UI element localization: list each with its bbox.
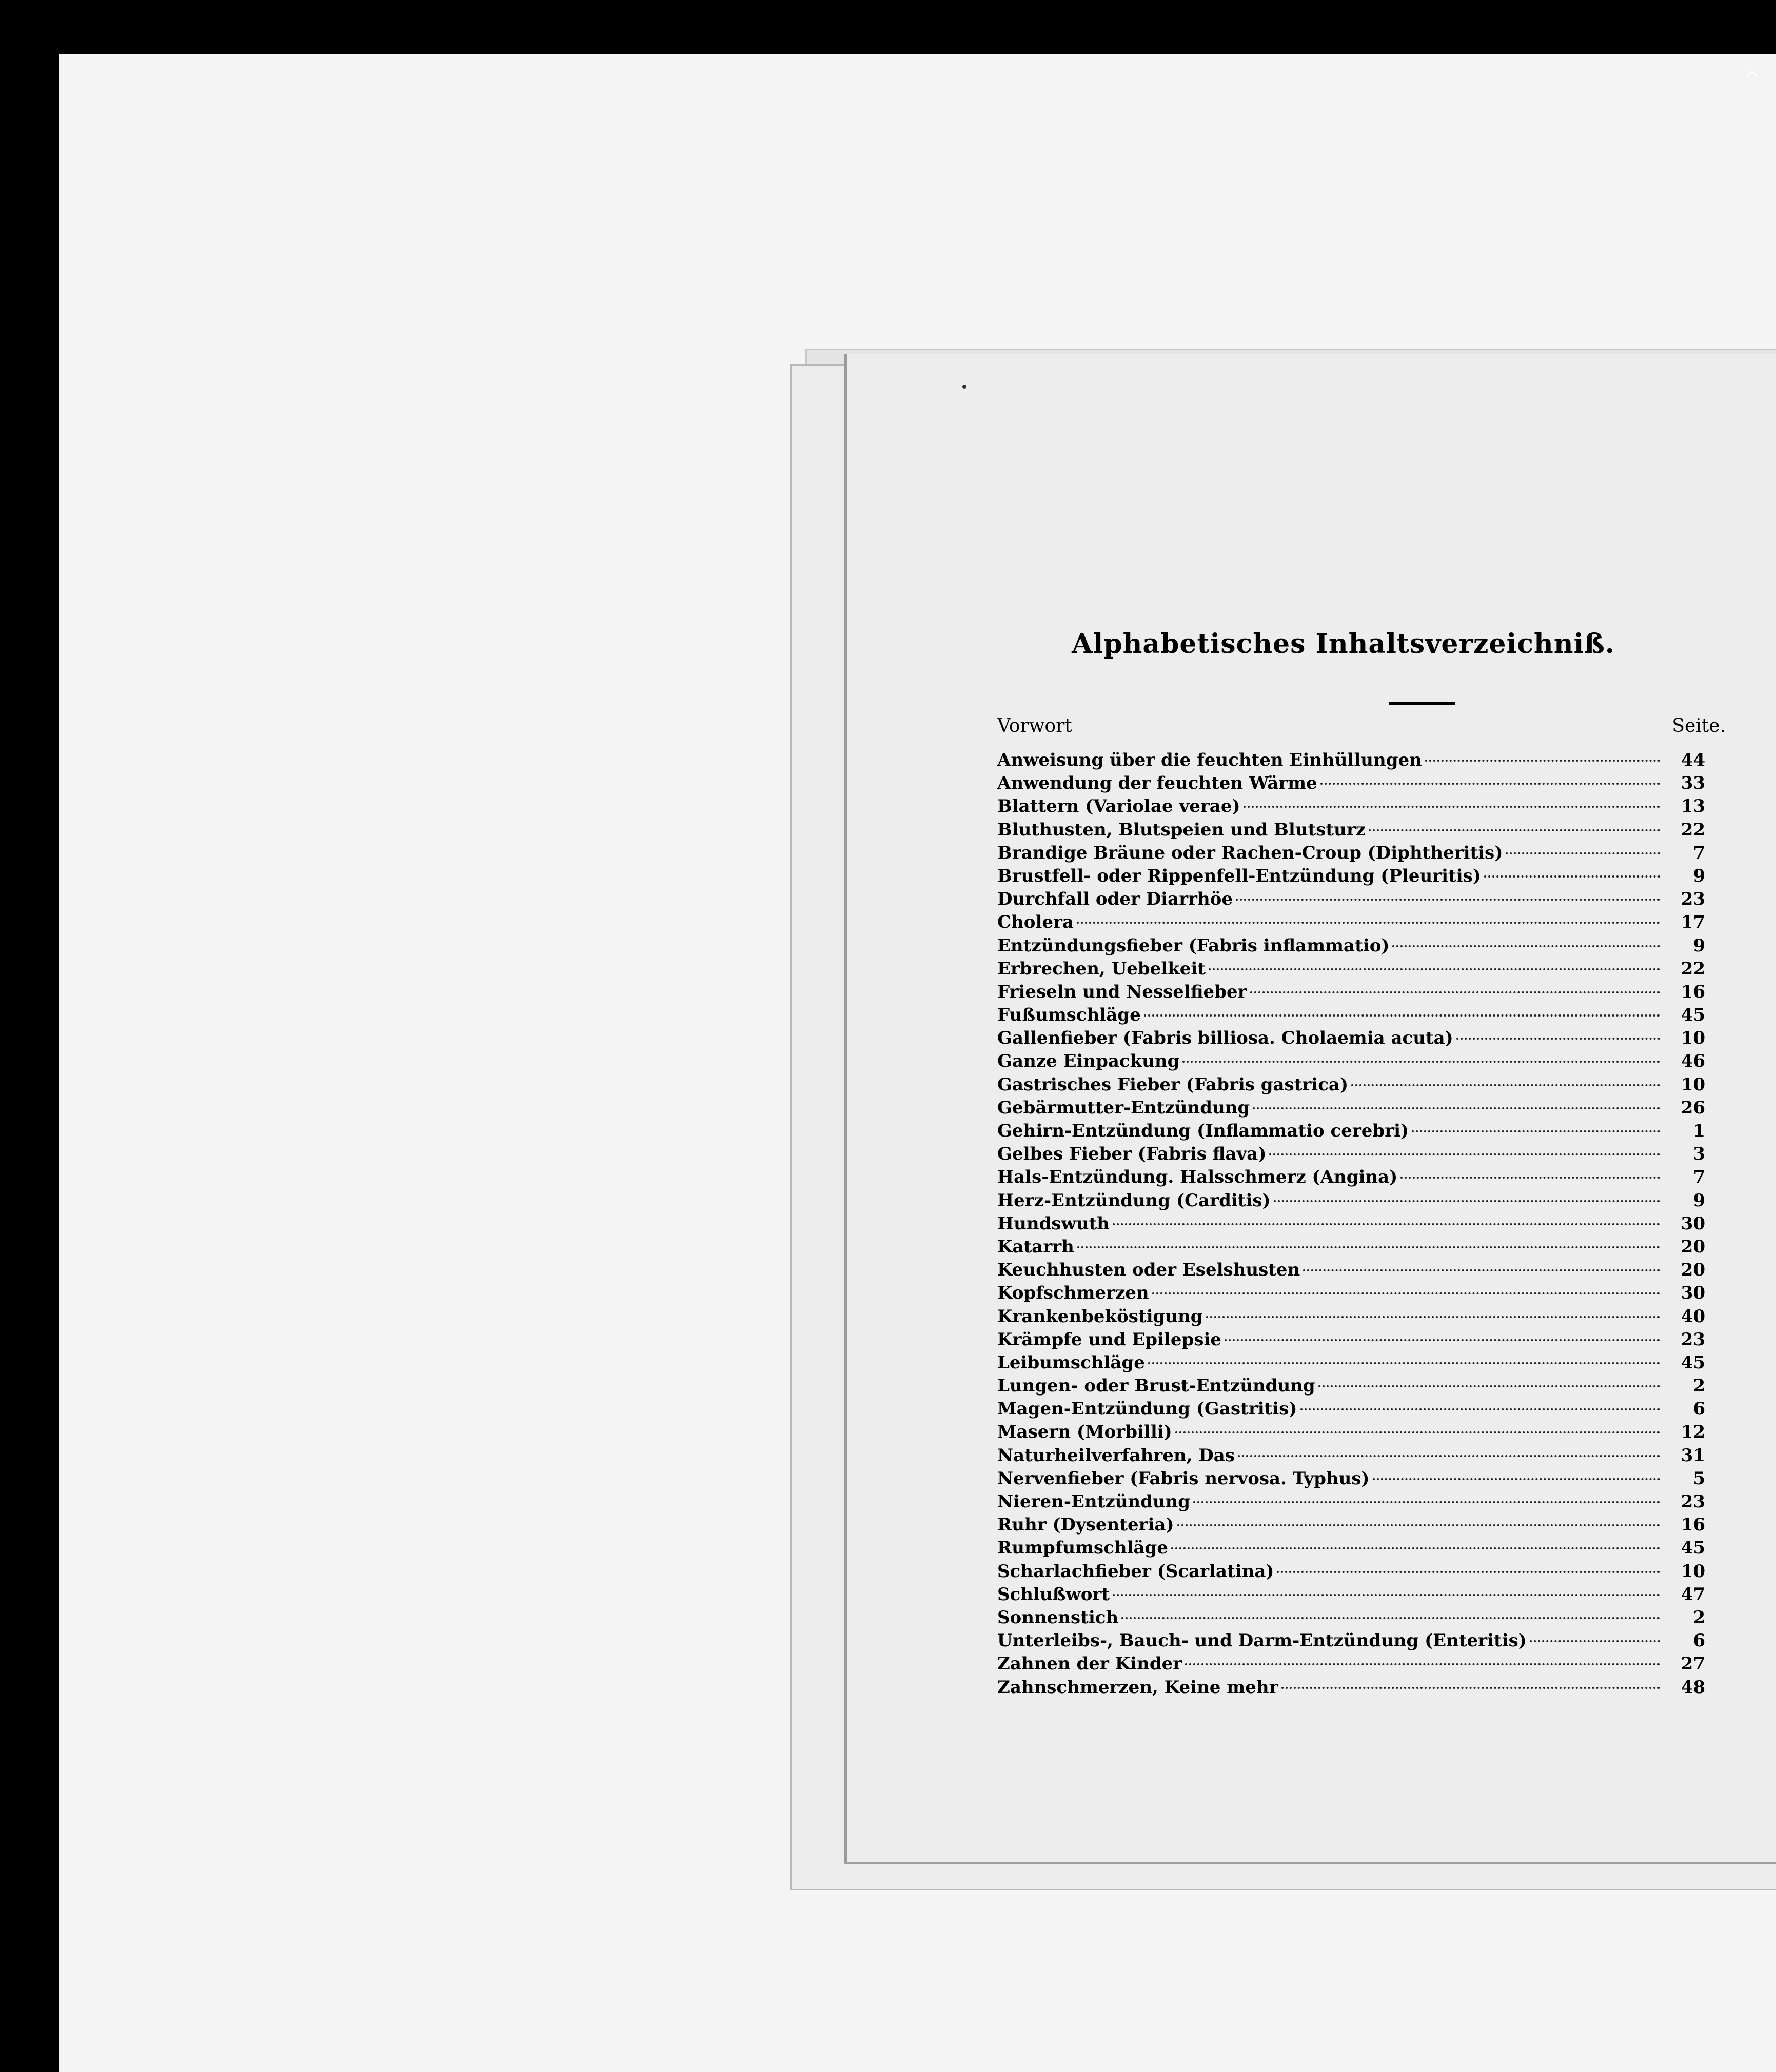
toc-entry: [997, 819, 1705, 842]
toc-entry-title: Hundswuth: [997, 1213, 1110, 1234]
toc-entry-leader: [1185, 1663, 1660, 1665]
toc-entry-page: 23: [1681, 1329, 1705, 1350]
toc-entry-title: Anwendung der feuchten Wärme: [997, 773, 1317, 794]
toc-entry-page: 5: [1693, 1468, 1705, 1489]
toc-entry-page: 9: [1693, 1190, 1705, 1211]
toc-entry-title: Kopfschmerzen: [997, 1283, 1149, 1304]
toc-entry-leader: [1320, 783, 1660, 785]
toc-header-right: Seite.: [1672, 715, 1726, 736]
toc-entry-leader: [1400, 1177, 1660, 1179]
toc-entry: [997, 842, 1705, 865]
toc-entry-leader: [1225, 1339, 1660, 1341]
toc-entry-title: Rumpfumschläge: [997, 1538, 1168, 1559]
toc-entry: [997, 1513, 1705, 1537]
toc-entry: [997, 1166, 1705, 1189]
toc-entry-leader: [1369, 829, 1660, 831]
toc-entry-leader: [1175, 1431, 1660, 1433]
toc-entry-page: 10: [1681, 1028, 1705, 1049]
toc-entry: [997, 795, 1705, 818]
toc-entry-title: Nieren-Entzündung: [997, 1491, 1191, 1512]
toc-entry: [997, 772, 1705, 795]
toc-entry: [997, 1282, 1705, 1305]
toc-entry-leader: [1113, 1594, 1660, 1596]
toc-entry: [997, 1490, 1705, 1513]
toc-entry: [997, 1259, 1705, 1282]
toc-entry-leader: [1392, 945, 1660, 947]
toc-entry-leader: [1077, 1246, 1660, 1248]
toc-entry-leader: [1300, 1408, 1661, 1410]
toc-entry-page: 22: [1681, 958, 1705, 979]
toc-entry: [997, 1444, 1705, 1467]
toc-entry-page: 27: [1681, 1653, 1705, 1675]
toc-entry: [997, 1212, 1705, 1236]
toc-entry-page: 23: [1681, 889, 1705, 910]
toc-entry-page: 3: [1693, 1144, 1705, 1165]
toc-entry-page: 23: [1681, 1491, 1705, 1512]
toc-entry-leader: [1250, 991, 1660, 993]
toc-entry-leader: [1351, 1084, 1660, 1086]
toc-entry-title: Magen-Entzündung (Gastritis): [997, 1399, 1297, 1420]
toc-entry-leader: [1182, 1061, 1660, 1063]
toc-entry-title: Leibumschläge: [997, 1352, 1145, 1373]
toc-entry-title: Gelbes Fieber (Fabris flava): [997, 1144, 1267, 1165]
toc-entry-page: 7: [1693, 1167, 1705, 1188]
toc-entry-page: 13: [1681, 796, 1705, 817]
toc-entry-title: Herz-Entzündung (Carditis): [997, 1190, 1271, 1211]
toc-entry: [997, 1097, 1705, 1120]
toc-entry-leader: [1530, 1640, 1660, 1642]
toc-entry-title: Anweisung über die feuchten Einhüllungen: [997, 750, 1422, 770]
toc-entry-title: Zahnschmerzen, Keine mehr: [997, 1677, 1278, 1698]
page-title: Alphabetisches Inhaltsverzeichniß.: [1072, 628, 1615, 660]
toc-entry-leader: [1236, 899, 1660, 901]
toc-entry-page: 12: [1681, 1422, 1705, 1443]
toc-entry-title: Schlußwort: [997, 1584, 1110, 1605]
toc-entry: [997, 1374, 1705, 1398]
toc-entry-page: 40: [1681, 1306, 1705, 1327]
toc-entry: [997, 1467, 1705, 1490]
toc-entry-page: 48: [1681, 1677, 1705, 1698]
toc-entry: [997, 1328, 1705, 1351]
toc-entry-leader: [1425, 760, 1660, 762]
toc-entry-leader: [1318, 1385, 1660, 1387]
toc-entry-leader: [1253, 1107, 1660, 1109]
toc-entry-title: Blattern (Variolae verae): [997, 796, 1240, 817]
toc-entry-page: 44: [1681, 750, 1705, 770]
toc-entry-page: 22: [1681, 819, 1705, 840]
index-page: [844, 354, 1776, 1864]
toc-list: [997, 749, 1705, 1699]
toc-entry: [997, 1027, 1705, 1050]
toc-entry-leader: [1209, 968, 1660, 970]
toc-entry-leader: [1144, 1014, 1660, 1017]
toc-entry-title: Ganze Einpackung: [997, 1051, 1180, 1072]
toc-entry-title: Gallenfieber (Fabris billiosa. Cholaemia acuta): [997, 1028, 1453, 1049]
toc-entry-leader: [1171, 1547, 1660, 1549]
toc-entry-page: 6: [1693, 1630, 1705, 1651]
toc-entry-page: 2: [1693, 1376, 1705, 1397]
toc-entry-leader: [1206, 1316, 1660, 1318]
toc-entry: [997, 958, 1705, 981]
toc-entry-leader: [1456, 1038, 1660, 1040]
toc-entry: [997, 1189, 1705, 1212]
toc-entry: [997, 1236, 1705, 1259]
toc-entry-page: 2: [1693, 1607, 1705, 1628]
toc-entry-title: Keuchhusten oder Eselshusten: [997, 1260, 1300, 1281]
toc-entry-title: Gebärmutter-Entzündung: [997, 1097, 1250, 1118]
toc-entry-page: 45: [1681, 1352, 1705, 1373]
toc-entry-title: Sonnenstich: [997, 1607, 1119, 1628]
toc-entry: [997, 1537, 1705, 1560]
toc-entry-title: Cholera: [997, 912, 1074, 933]
toc-entry-leader: [1244, 806, 1660, 808]
toc-entry-leader: [1121, 1617, 1660, 1619]
toc-entry-page: 10: [1681, 1074, 1705, 1095]
toc-entry-title: Masern (Morbilli): [997, 1422, 1172, 1443]
toc-entry-page: 16: [1681, 981, 1705, 1002]
toc-entry-title: Lungen- oder Brust-Entzündung: [997, 1376, 1315, 1397]
toc-entry: [997, 888, 1705, 911]
toc-entry-page: 20: [1681, 1236, 1705, 1257]
toc-entry-leader: [1177, 1524, 1660, 1526]
toc-entry-title: Frieseln und Nesselfieber: [997, 981, 1247, 1002]
toc-entry-leader: [1148, 1362, 1660, 1364]
title-rule: [1389, 702, 1455, 705]
toc-entry-page: 45: [1681, 1005, 1705, 1026]
page-speck: [962, 385, 966, 389]
toc-entry-title: Brandige Bräune oder Rachen-Croup (Diphtheritis): [997, 842, 1503, 863]
toc-entry-title: Gehirn-Entzündung (Inflammatio cerebri): [997, 1121, 1409, 1141]
toc-entry: [997, 1421, 1705, 1444]
toc-entry-leader: [1484, 875, 1660, 878]
toc-entry-page: 47: [1681, 1584, 1705, 1605]
film-corner-mark: ^: [1743, 68, 1761, 91]
toc-entry-title: Katarrh: [997, 1236, 1074, 1257]
toc-entry: [997, 865, 1705, 888]
toc-entry-title: Entzündungsfieber (Fabris inflammatio): [997, 935, 1390, 956]
toc-entry-leader: [1274, 1200, 1660, 1202]
toc-entry: [997, 1004, 1705, 1027]
toc-entry: [997, 911, 1705, 934]
toc-entry-page: 9: [1693, 935, 1705, 956]
toc-entry-leader: [1303, 1269, 1660, 1271]
toc-entry: [997, 1629, 1705, 1652]
toc-entry-page: 33: [1681, 773, 1705, 794]
microfilm-frame: [59, 54, 1776, 2072]
toc-entry-title: Ruhr (Dysenteria): [997, 1515, 1174, 1536]
toc-entry-title: Hals-Entzündung. Halsschmerz (Angina): [997, 1167, 1398, 1188]
toc-entry: [997, 1050, 1705, 1073]
toc-entry-page: 46: [1681, 1051, 1705, 1072]
toc-entry-page: 30: [1681, 1283, 1705, 1304]
toc-entry-leader: [1113, 1223, 1660, 1225]
toc-entry: [997, 1073, 1705, 1097]
toc-entry-title: Fußumschläge: [997, 1005, 1141, 1026]
toc-entry-leader: [1152, 1292, 1660, 1294]
toc-entry-title: Krankenbeköstigung: [997, 1306, 1203, 1327]
toc-entry-title: Gastrisches Fieber (Fabris gastrica): [997, 1074, 1349, 1095]
toc-entry-leader: [1238, 1455, 1660, 1457]
toc-entry-title: Unterleibs-, Bauch- und Darm-Entzündung (Enteritis): [997, 1630, 1527, 1651]
toc-entry: [997, 1583, 1705, 1606]
toc-entry-leader: [1269, 1153, 1660, 1155]
toc-entry-page: 9: [1693, 865, 1705, 886]
toc-entry: [997, 934, 1705, 958]
toc-entry-page: 17: [1681, 912, 1705, 933]
toc-entry-leader: [1277, 1571, 1660, 1573]
toc-entry: [997, 1351, 1705, 1374]
toc-entry: [997, 1606, 1705, 1629]
toc-entry-title: Bluthusten, Blutspeien und Blutsturz: [997, 819, 1366, 840]
toc-entry-leader: [1193, 1501, 1660, 1503]
scanned-book: [775, 349, 1776, 1903]
toc-entry-page: 16: [1681, 1515, 1705, 1536]
toc-entry: [997, 1305, 1705, 1328]
toc-entry: [997, 981, 1705, 1004]
toc-entry-page: 20: [1681, 1260, 1705, 1281]
toc-entry-title: Durchfall oder Diarrhöe: [997, 889, 1233, 910]
toc-entry-title: Zahnen der Kinder: [997, 1653, 1182, 1675]
toc-entry-page: 7: [1693, 842, 1705, 863]
toc-entry-leader: [1077, 922, 1660, 924]
toc-entry: [997, 1120, 1705, 1143]
toc-entry: [997, 749, 1705, 772]
toc-entry-leader: [1412, 1130, 1660, 1132]
toc-entry-title: Brustfell- oder Rippenfell-Entzündung (Pleuritis): [997, 865, 1481, 886]
toc-entry-page: 30: [1681, 1213, 1705, 1234]
toc-entry-title: Naturheilverfahren, Das: [997, 1445, 1235, 1466]
toc-entry: [997, 1560, 1705, 1583]
toc-entry-title: Nervenfieber (Fabris nervosa. Typhus): [997, 1468, 1370, 1489]
toc-entry: [997, 1143, 1705, 1166]
toc-entry-page: 26: [1681, 1097, 1705, 1118]
toc-entry-page: 31: [1681, 1445, 1705, 1466]
toc-entry-leader: [1373, 1478, 1660, 1480]
toc-entry: [997, 1676, 1705, 1699]
toc-entry-page: 10: [1681, 1561, 1705, 1582]
toc-entry-page: 45: [1681, 1538, 1705, 1559]
toc-entry-leader: [1281, 1687, 1661, 1689]
toc-entry-title: Erbrechen, Uebelkeit: [997, 958, 1206, 979]
toc-entry-page: 6: [1693, 1399, 1705, 1420]
toc-entry-title: Scharlachfieber (Scarlatina): [997, 1561, 1274, 1582]
toc-entry: [997, 1652, 1705, 1676]
toc-header-left: Vorwort: [997, 715, 1072, 736]
toc-entry: [997, 1398, 1705, 1421]
toc-entry-page: 1: [1693, 1121, 1705, 1141]
toc-entry-title: Krämpfe und Epilepsie: [997, 1329, 1222, 1350]
toc-header: [997, 715, 1726, 736]
toc-entry-leader: [1506, 852, 1660, 854]
